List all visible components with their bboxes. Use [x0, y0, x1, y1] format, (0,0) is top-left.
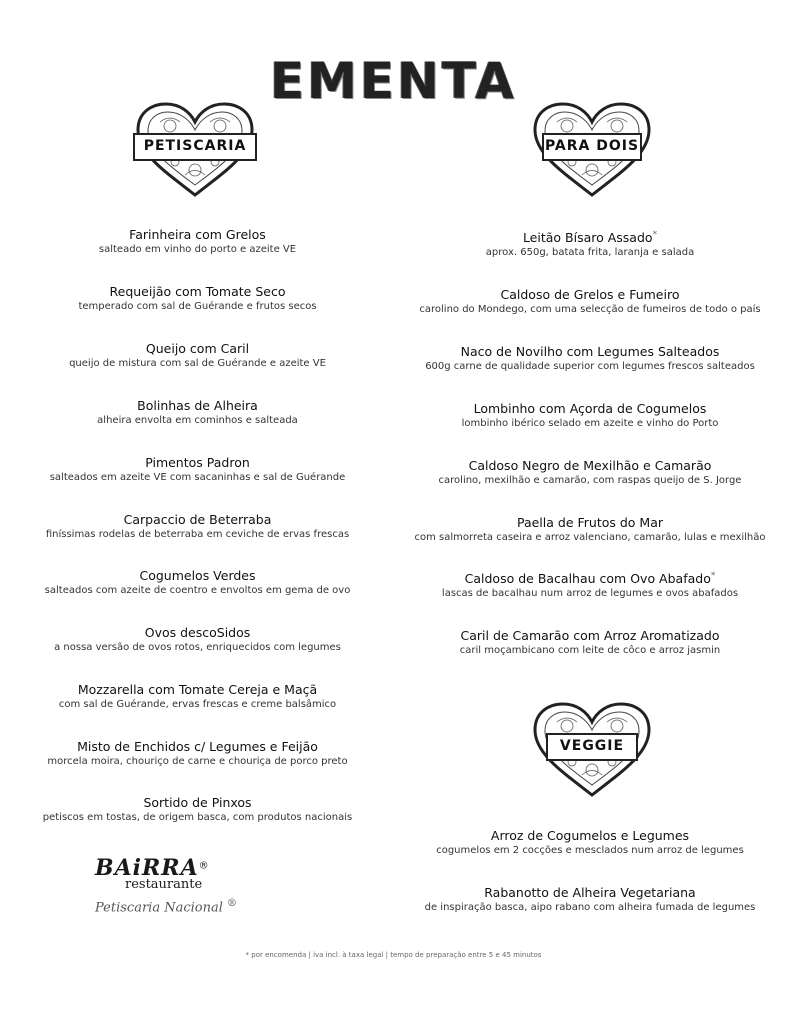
dish-name: Mozzarella com Tomate Cereja e Maçã	[77, 682, 318, 697]
badge-label-petiscaria: PETISCARIA	[143, 138, 247, 154]
dish-name: Naco de Novilho com Legumes Salteados	[460, 344, 720, 360]
dish-name: Queijo com Caril	[145, 341, 250, 356]
veggie-column	[400, 828, 780, 918]
para-dois-badge	[527, 100, 657, 200]
dish-name: Lombinho com Açorda de Cogumelos	[473, 401, 707, 417]
list-item	[400, 341, 780, 374]
dish-name: Farinheira com Grelos	[129, 227, 266, 242]
dish-name: Leitão Bísaro Assado	[522, 230, 653, 246]
dish-name: Bolinhas de Alheira	[137, 398, 258, 413]
order-asterisk: *	[652, 230, 658, 240]
dish-description: temperado com sal de Guérande e frutos secos	[78, 301, 317, 312]
dish-description: lascas de bacalhau num arroz de legumes e ovos abafados	[441, 588, 739, 600]
dish-name: Caril de Camarão com Arroz Aromatizado	[460, 628, 720, 644]
list-item	[400, 885, 780, 915]
registered-mark: ®	[227, 898, 238, 909]
list-item	[10, 341, 385, 371]
dish-description: alheira envolta em cominhos e salteada	[97, 415, 298, 426]
dish-description: de inspiração basca, aipo rabano com alheira fumada de legumes	[424, 902, 756, 913]
dish-description: 600g carne de qualidade superior com legumes frescos salteados	[425, 361, 755, 373]
dish-description: com sal de Guérande, ervas frescas e creme balsâmico	[58, 699, 337, 710]
dish-name: Rabanotto de Alheira Vegetariana	[484, 885, 696, 900]
list-item	[10, 512, 385, 542]
dish-name: Cogumelos Verdes	[139, 568, 256, 583]
restaurant-logo	[95, 855, 295, 915]
footer-note: * por encomenda | iva incl. à taxa legal | tempo de preparação entre 5 e 45 minutos	[245, 951, 542, 959]
dish-description: cogumelos em 2 cocções e mesclados num arroz de legumes	[436, 845, 744, 856]
list-item	[10, 568, 385, 598]
dish-description: salteado em vinho do porto e azeite VE	[98, 244, 297, 255]
list-item	[10, 398, 385, 428]
dish-description: salteados com azeite de coentro e envoltos em gema de ovo	[44, 585, 351, 596]
para-dois-column	[400, 227, 780, 667]
list-item	[400, 398, 780, 431]
list-item	[10, 739, 385, 769]
list-item	[400, 828, 780, 858]
order-asterisk: *	[710, 571, 716, 581]
dish-description: carolino, mexilhão e camarão, com raspas queijo de S. Jorge	[438, 475, 742, 487]
dish-name: Caldoso Negro de Mexilhão e Camarão	[468, 458, 712, 474]
list-item	[10, 682, 385, 712]
menu-title: EMENTA	[270, 52, 517, 110]
petiscaria-badge	[130, 100, 260, 200]
list-item	[400, 455, 780, 488]
list-item	[10, 625, 385, 655]
logo-brand: BAiRRA	[95, 855, 199, 881]
list-item	[400, 625, 780, 658]
dish-name: Carpaccio de Beterraba	[123, 512, 272, 527]
list-item	[10, 795, 385, 825]
list-item	[400, 512, 780, 545]
badge-label-para-dois: PARA DOIS	[544, 138, 640, 154]
dish-name: Arroz de Cogumelos e Legumes	[490, 828, 690, 843]
dish-name: Sortido de Pinxos	[143, 795, 252, 810]
list-item	[10, 455, 385, 485]
dish-description: caril moçambicano com leite de côco e arroz jasmin	[459, 645, 721, 657]
dish-description: carolino do Mondego, com uma selecção de fumeiros de todo o país	[419, 304, 761, 316]
list-item	[400, 568, 780, 601]
dish-name: Misto de Enchidos c/ Legumes e Feijão	[77, 739, 318, 754]
registered-mark: ®	[198, 860, 209, 872]
dish-description: morcela moira, chouriço de carne e chouriça de porco preto	[47, 756, 348, 767]
badge-label-veggie: VEGGIE	[559, 738, 625, 754]
dish-name: Pimentos Padron	[145, 455, 250, 470]
list-item	[10, 227, 385, 257]
list-item	[400, 284, 780, 317]
dish-description: com salmorreta caseira e arroz valenciano, camarão, lulas e mexilhão	[414, 532, 766, 544]
logo-tagline: Petiscaria Nacional	[95, 900, 223, 916]
dish-description: aprox. 650g, batata frita, laranja e salada	[485, 247, 695, 259]
dish-name: Caldoso de Bacalhau com Ovo Abafado	[464, 571, 711, 587]
dish-name: Caldoso de Grelos e Fumeiro	[500, 287, 680, 303]
dish-description: lombinho ibérico selado em azeite e vinho do Porto	[461, 418, 719, 430]
list-item	[400, 227, 780, 260]
dish-description: petiscos em tostas, de origem basca, com produtos nacionais	[42, 812, 353, 823]
dish-name: Ovos descoSidos	[144, 625, 251, 640]
petiscaria-column	[10, 227, 385, 847]
list-item	[10, 284, 385, 314]
dish-description: salteados em azeite VE com sacaninhas e sal de Guérande	[49, 472, 346, 483]
logo-subtitle: restaurante	[125, 877, 203, 892]
dish-description: queijo de mistura com sal de Guérande e azeite VE	[69, 358, 326, 369]
veggie-badge	[527, 700, 657, 800]
dish-name: Paella de Frutos do Mar	[516, 515, 664, 531]
dish-description: finíssimas rodelas de beterraba em ceviche de ervas frescas	[45, 529, 350, 540]
dish-name: Requeijão com Tomate Seco	[109, 284, 286, 299]
dish-description: a nossa versão de ovos rotos, enriquecidos com legumes	[54, 642, 341, 653]
